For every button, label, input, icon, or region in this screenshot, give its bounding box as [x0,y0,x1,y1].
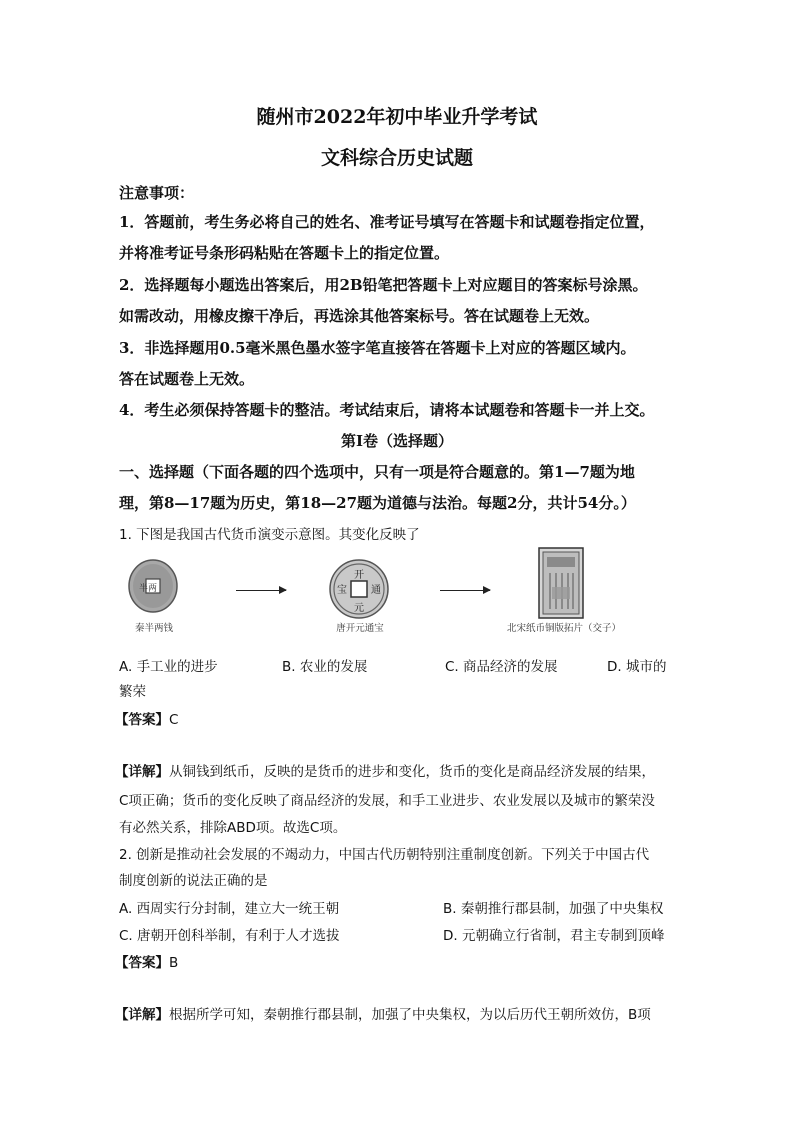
image-caption: 秦半两钱 [134,623,173,634]
detail-text: 根据所学可知，秦朝推行郡县制，加强了中央集权，为以后历代王朝所效仿，B项 [169,1007,651,1023]
question-1-stem: 1. 下图是我国古代货币演变示意图。其变化反映了 [119,527,420,543]
notice-line: 3．非选择题用0.5毫米黑色墨水签字笔直接答在答题卡上对应的答题区域内。 [119,339,636,357]
detail-line [115,760,655,780]
option-b: B. 农业的发展 [282,659,368,675]
option-b: B. 秦朝推行郡县制，加强了中央集权 [443,901,664,917]
notice-line: 4．考生必须保持答题卡的整洁。考试结束后，请将本试题卷和答题卡一并上交。 [119,401,655,419]
answer-value: B [169,955,179,971]
detail-text: 从铜钱到纸币，反映的是货币的进步和变化，货币的变化是商品经济发展的结果， [169,764,655,780]
option-d: D. 元朝确立行省制，君主专制到顶峰 [443,928,665,944]
svg-text:开: 开 [354,570,364,581]
answer-label: 【答案】 [115,712,169,728]
notice-line: 答在试题卷上无效。 [119,370,255,388]
detail-label: 【详解】 [115,764,169,780]
exam-subtitle: 文科综合历史试题 [320,147,473,169]
notice-line: 如需改动，用橡皮擦干净后，再选涂其他答案标号。答在试题卷上无效。 [119,307,600,325]
tang-coin-icon [328,558,390,624]
section-instruction: 一、选择题（下面各题的四个选项中，只有一项是符合题意的。第1—7题为地 [119,463,635,481]
svg-text:元: 元 [354,603,364,614]
section-instruction: 理，第8—17题为历史，第18—27题为道德与法治。每题2分，共计54分。） [119,494,636,512]
detail-line [115,1003,651,1023]
detail-line: 有必然关系，排除ABD项。故选C项。 [119,820,347,836]
detail-label: 【详解】 [115,1007,169,1023]
option-d-continued: 繁荣 [119,684,146,700]
answer-line [115,708,178,728]
answer-value: C [169,712,179,728]
qin-coin-icon [127,558,179,620]
exam-title: 随州市2022年初中毕业升学考试 [256,106,538,128]
option-c: C. 唐朝开创科举制，有利于人才选拔 [119,928,340,944]
notice-line: 并将准考证号条形码粘贴在答题卡上的指定位置。 [119,244,450,262]
arrow-icon [236,590,286,591]
notice-line: 2．选择题每小题选出答案后，用2B铅笔把答题卡上对应题目的答案标号涂黑。 [119,276,648,294]
arrow-icon [440,590,490,591]
option-c: C. 商品经济的发展 [445,659,558,675]
svg-text:半两: 半两 [139,584,158,594]
option-a: A. 西周实行分封制，建立大一统王朝 [119,901,340,917]
option-d: D. 城市的 [607,659,667,675]
jiaozi-banknote-icon [538,547,584,623]
image-caption: 唐开元通宝 [336,623,384,634]
answer-line [115,951,178,971]
notice-line: 1．答题前，考生务必将自己的姓名、准考证号填写在答题卡和试题卷指定位置， [119,213,655,231]
image-caption: 北宋纸币铜版拓片（交子） [506,623,621,634]
question-2-stem: 制度创新的说法正确的是 [119,873,268,889]
notice-heading: 注意事项： [119,184,195,202]
svg-text:通: 通 [371,585,381,596]
answer-label: 【答案】 [115,955,169,971]
svg-text:宝: 宝 [337,585,347,596]
detail-line: C项正确；货币的变化反映了商品经济的发展，和手工业进步、农业发展以及城市的繁荣没 [119,793,655,809]
volume-heading: 第Ⅰ卷（选择题） [340,432,454,450]
question-2-stem: 2. 创新是推动社会发展的不竭动力，中国古代历朝特别注重制度创新。下列关于中国古代 [119,847,650,863]
option-a: A. 手工业的进步 [119,659,218,675]
